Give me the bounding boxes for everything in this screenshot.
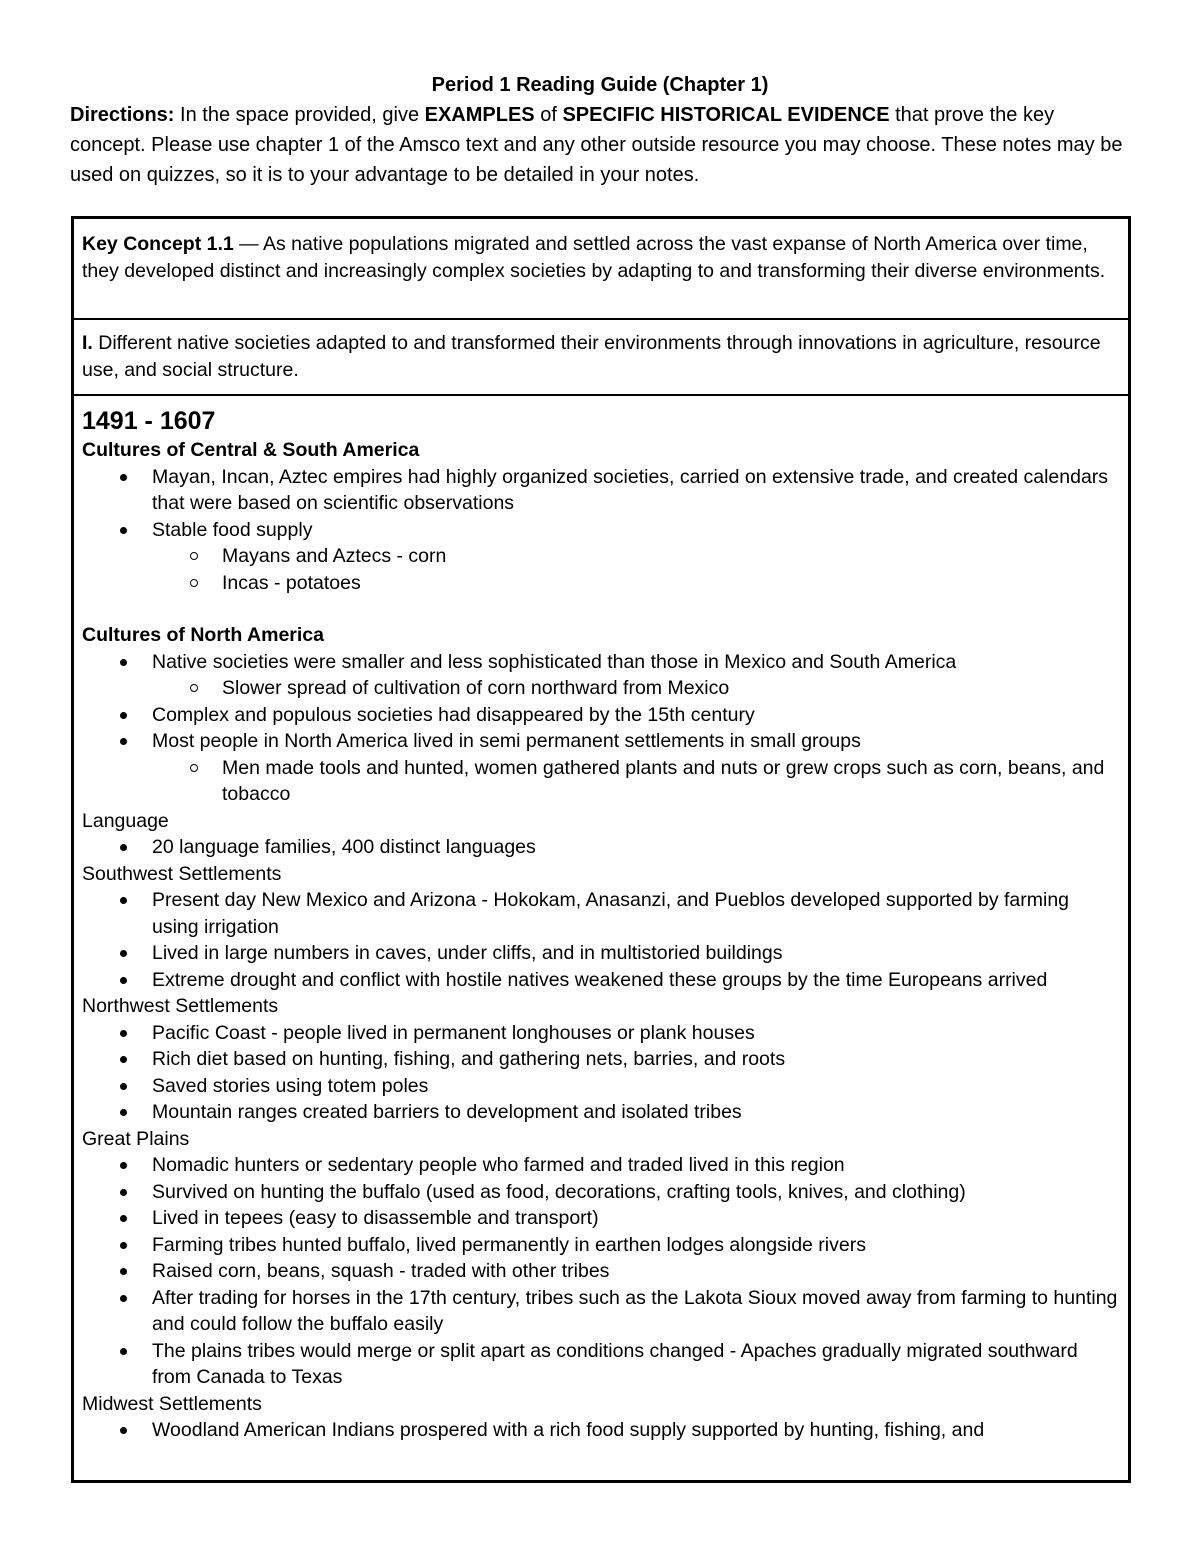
section-i-text: Different native societies adapted to and transformed their environments through innovations in agriculture, resource use, and social structure. (82, 332, 1101, 381)
list-item: Woodland American Indians prospered with a rich food supply supported by hunting, fishing, and (82, 1417, 1120, 1444)
sub-list-item: Incas - potatoes (82, 570, 1120, 597)
central-south-heading: Cultures of Central & South America (82, 439, 420, 461)
list-item: The plains tribes would merge or split apart as conditions changed - Apaches gradually migrated southward from Canada to Texas (82, 1338, 1120, 1391)
list-item: Rich diet based on hunting, fishing, and gathering nets, barries, and roots (82, 1046, 1120, 1073)
list-item: Raised corn, beans, squash - traded with other tribes (82, 1258, 1120, 1285)
southwest-heading: Southwest Settlements (82, 862, 282, 885)
language-list (82, 834, 1120, 861)
page-title: Period 1 Reading Guide (Chapter 1) (431, 74, 769, 96)
midwest-heading: Midwest Settlements (82, 1392, 262, 1415)
list-item: Nomadic hunters or sedentary people who farmed and traded lived in this region (82, 1152, 1120, 1179)
list-item: Mountain ranges created barriers to development and isolated tribes (82, 1099, 1120, 1126)
directions-label: Directions: (70, 104, 175, 126)
list-item: Lived in tepees (easy to disassemble and transport) (82, 1205, 1120, 1232)
list-item: Lived in large numbers in caves, under cliffs, and in multistoried buildings (82, 940, 1120, 967)
key-concept-box (71, 216, 1131, 320)
southwest-list (82, 887, 1120, 993)
central-south-list (82, 464, 1120, 597)
list-item: Saved stories using totem poles (82, 1073, 1120, 1100)
list-item: Complex and populous societies had disappeared by the 15th century (82, 702, 1120, 729)
years-heading: 1491 - 1607 (82, 407, 216, 435)
notes-box (71, 396, 1131, 1483)
list-item: Survived on hunting the buffalo (used as food, decorations, crafting tools, knives, and clothing) (82, 1179, 1120, 1206)
midwest-list (82, 1417, 1120, 1444)
sub-list-item: Slower spread of cultivation of corn northward from Mexico (82, 675, 1120, 702)
north-america-heading: Cultures of North America (82, 624, 324, 646)
great-plains-heading: Great Plains (82, 1127, 190, 1150)
list-item: Pacific Coast - people lived in permanent longhouses or plank houses (82, 1020, 1120, 1047)
list-item: Native societies were smaller and less sophisticated than those in Mexico and South America (82, 649, 1120, 676)
list-item: After trading for horses in the 17th century, tribes such as the Lakota Sioux moved away from farming to hunting and could follow the buffalo easily (82, 1285, 1120, 1338)
great-plains-list (82, 1152, 1120, 1391)
list-item: Most people in North America lived in semi permanent settlements in small groups (82, 728, 1120, 755)
sub-list-item: Mayans and Aztecs - corn (82, 543, 1120, 570)
directions (70, 100, 1132, 190)
key-concept-text: — As native populations migrated and settled across the vast expanse of North America over time, they developed distinct and increasingly complex societies by adapting to and transforming their diverse environments. (82, 233, 1106, 282)
section-i-box (71, 320, 1131, 396)
directions-evidence: SPECIFIC HISTORICAL EVIDENCE (562, 104, 890, 126)
list-item: Mayan, Incan, Aztec empires had highly organized societies, carried on extensive trade, and created calendars that were based on scientific observations (82, 464, 1120, 517)
northwest-heading: Northwest Settlements (82, 995, 279, 1017)
directions-text-3: that prove the key concept. Please use chapter 1 of the Amsco text and any other outside resource you may choose. These notes may be used on quizzes, so it is to your advantage to be detailed in your notes. (70, 104, 1123, 186)
northwest-list (82, 1020, 1120, 1126)
section-i-label: I. (82, 332, 93, 354)
list-item: Stable food supply (82, 517, 1120, 544)
north-america-list (82, 649, 1120, 808)
sub-list-item: Men made tools and hunted, women gathered plants and nuts or grew crops such as corn, beans, and tobacco (82, 755, 1120, 808)
directions-text-1: In the space provided, give (174, 104, 425, 126)
list-item: Farming tribes hunted buffalo, lived permanently in earthen lodges alongside rivers (82, 1232, 1120, 1259)
key-concept-label: Key Concept 1.1 (82, 233, 234, 255)
directions-text-2: of (534, 104, 563, 126)
directions-examples: EXAMPLES (424, 104, 535, 126)
language-heading: Language (82, 809, 169, 832)
list-item: 20 language families, 400 distinct languages (82, 834, 1120, 861)
list-item: Present day New Mexico and Arizona - Hokokam, Anasanzi, and Pueblos developed supported by farming using irrigation (82, 887, 1120, 940)
list-item: Extreme drought and conflict with hostile natives weakened these groups by the time Europeans arrived (82, 967, 1120, 994)
